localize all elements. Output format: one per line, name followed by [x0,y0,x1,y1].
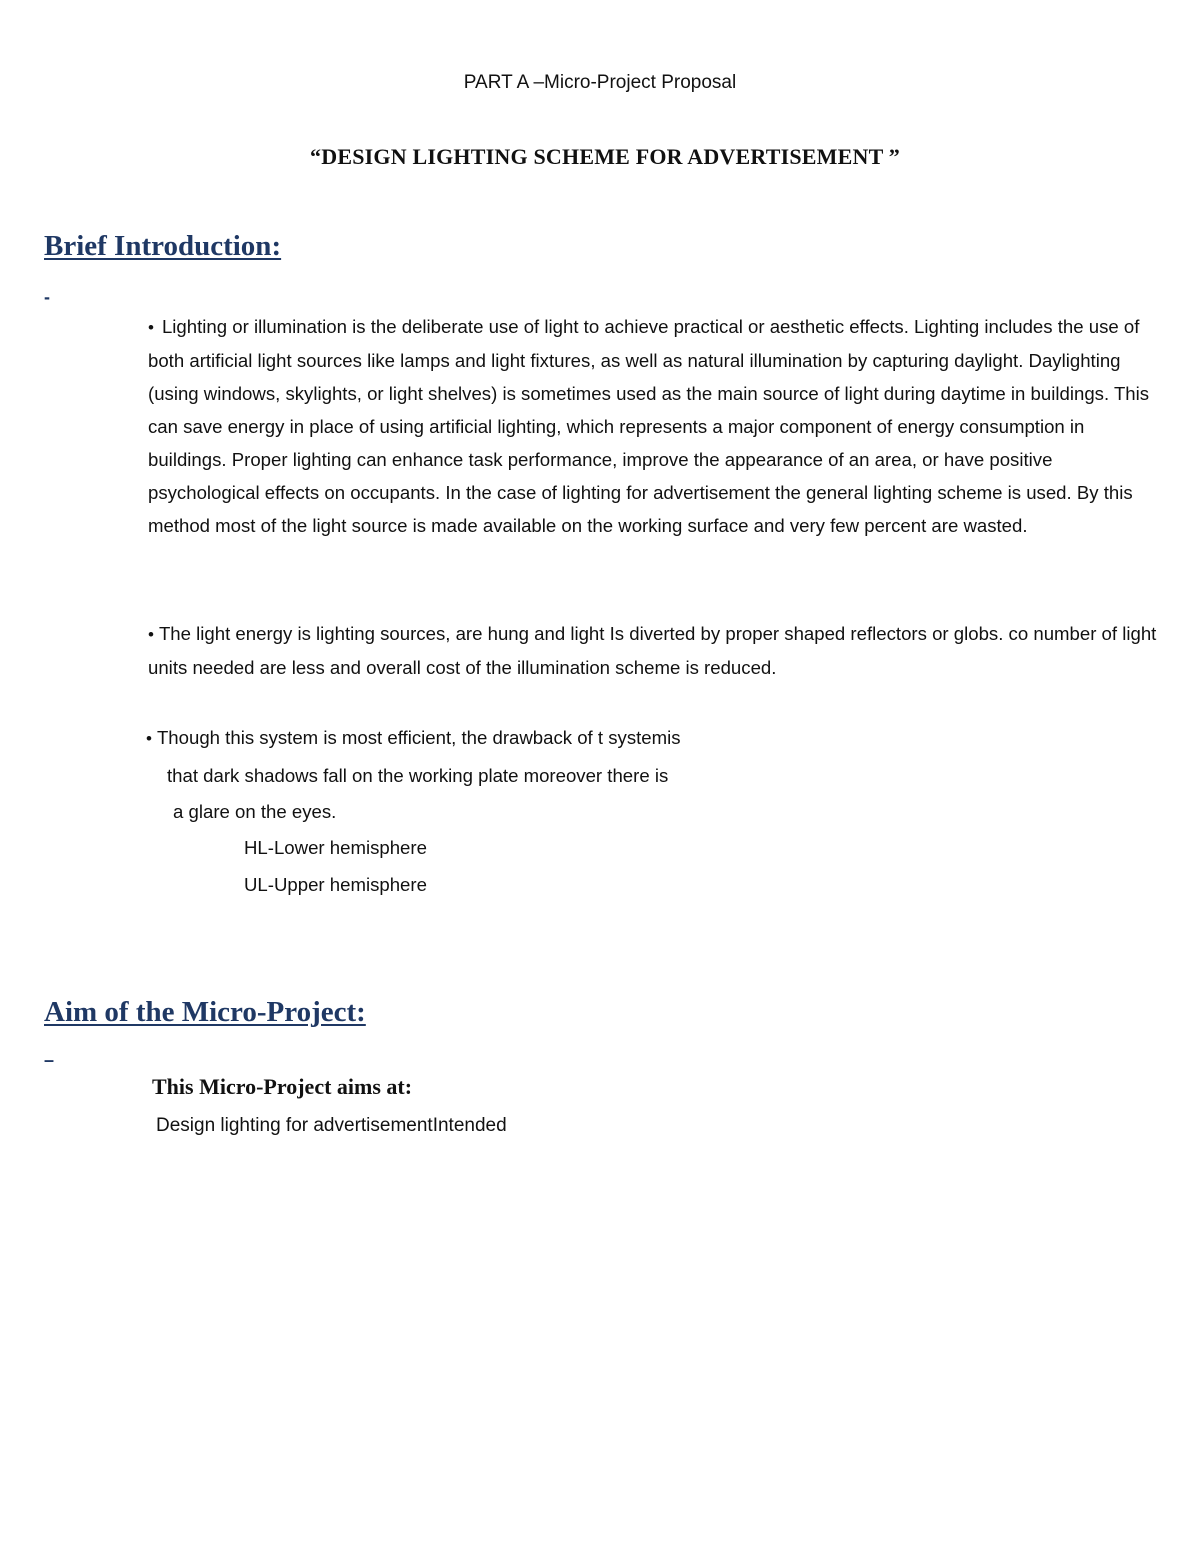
intro-bullet-2 [148,617,1158,684]
bullet-icon: • [148,625,154,644]
intro-bullet-3 [146,727,681,749]
intro-bullet-1-text: Lighting or illumination is the deliberate use of light to achieve practical or aesthetic effects. Lighting includes the use of both artificial light sources like lamps and light fixtures, as well as natural illumination by capturing daylight. Daylighting (using windows, skylights, or light shelves) is sometimes used as the main source of light during daytime in buildings. This can save energy in place of using artificial lighting, which represents a major component of energy consumption in buildings. Proper lighting can enhance task performance, improve the appearance of an area, or have positive psychological effects on occupants. In the case of lighting for advertisement the general lighting scheme is used. By this method most of the light source is made available on the working surface and very few percent are wasted. [148,316,1150,536]
intro-heading: Brief Introduction: [44,230,282,262]
bullet-icon: • [148,318,154,337]
aim-lead: This Micro-Project aims at: [152,1074,413,1099]
bullet-icon: • [146,729,152,748]
intro-dash: - [44,287,50,307]
hl-line: HL-Lower hemisphere [244,837,427,858]
intro-bullet-3-line-3: a glare on the eyes. [173,801,337,822]
intro-bullet-3-line-2: that dark shadows fall on the working plate moreover there is [167,765,669,786]
intro-bullet-1 [148,310,1158,542]
aim-dash: – [44,1050,55,1070]
intro-bullet-3-line-1: Though this system is most efficient, the drawback of t systemis [156,727,681,748]
aim-text: Design lighting for advertisementIntended [156,1115,507,1136]
document-title: “DESIGN LIGHTING SCHEME FOR ADVERTISEMENT ” [310,144,900,169]
ul-line: UL-Upper hemisphere [244,874,427,895]
intro-bullet-2-text: The light energy is lighting sources, are hung and light Is diverted by proper shaped reflectors or globs. co number of light units needed are less and overall cost of the illumination scheme is reduced. [148,623,1157,678]
part-label: PART A –Micro-Project Proposal [463,72,737,93]
aim-heading: Aim of the Micro-Project: [44,996,366,1028]
